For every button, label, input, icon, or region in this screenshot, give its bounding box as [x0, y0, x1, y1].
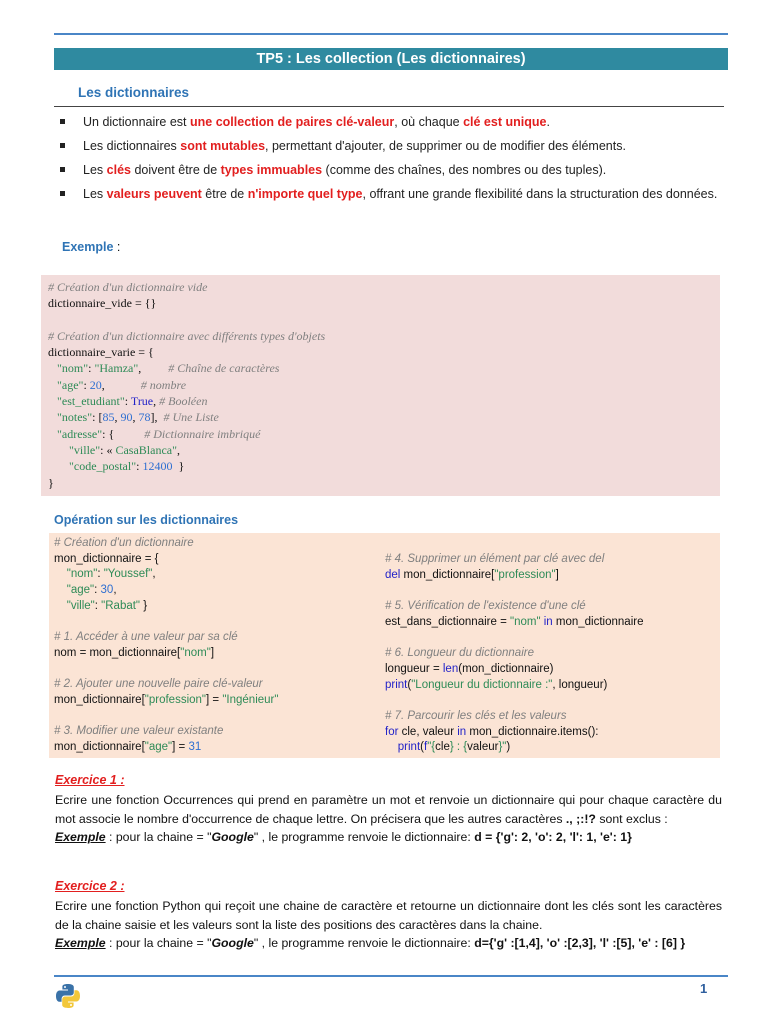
bullet-highlight: sont mutables [180, 139, 266, 153]
code-token: 90 [120, 410, 133, 425]
bullet-item [58, 110, 718, 134]
code-token: # Création d'un dictionnaire vide [48, 280, 208, 294]
code-token: ] = [206, 694, 223, 707]
code-token [54, 600, 67, 612]
code-token: "nom" [180, 646, 211, 659]
bullet-text: , permettant d'ajouter, de supprimer ou de modifier des éléments. [265, 139, 626, 153]
code-token [48, 378, 57, 392]
code-line [385, 646, 643, 662]
exercice2-body [55, 897, 722, 953]
exercice1-body [55, 791, 722, 847]
bottom-rule [54, 975, 728, 977]
code-token: dictionnaire_varie = { [48, 345, 154, 360]
code-token: mon_dictionnaire = { [54, 552, 159, 565]
code-token: : [136, 459, 143, 474]
code-token: # Chaîne de caractères [168, 361, 280, 376]
bullet-list [58, 110, 718, 206]
code-token: mon_dictionnaire [552, 615, 644, 628]
exercice1-text-end: sont exclus : [595, 811, 668, 826]
code-token: # Une Liste [163, 410, 219, 425]
code-line [48, 279, 325, 295]
bullet-text: être de [201, 187, 248, 201]
code-line [385, 552, 643, 568]
bullet-text: (comme des chaînes, des nombres ou des tuples). [322, 163, 607, 177]
section-heading-dictionnaires: Les dictionnaires [78, 85, 190, 100]
code-line [48, 377, 325, 393]
bullet-item [58, 182, 718, 206]
code-line [385, 662, 643, 678]
code-line [48, 393, 325, 409]
code-token: # 7. Parcourir les clés et les valeurs [385, 710, 567, 723]
exemple-word: Exemple [55, 830, 106, 844]
code-token: in [457, 725, 467, 738]
code-token: , [138, 361, 169, 376]
code-line [54, 630, 278, 646]
code-token: "Youssef" [103, 568, 153, 581]
code-token: : [94, 584, 101, 597]
example-result: d={'g' :[1,4], 'o' :[2,3], 'l' :[5], 'e' : [6] } [474, 936, 686, 950]
code-token: : [97, 568, 104, 581]
code-token: # 5. Vérification de l'existence d'une clé [385, 600, 586, 613]
code-token: : [ [92, 410, 103, 425]
code-token: , [101, 377, 141, 392]
top-rule [54, 33, 728, 35]
code-token: ] [210, 646, 215, 659]
bullet-text: Les [83, 187, 107, 201]
code-token: # 2. Ajouter une nouvelle paire clé-valeur [54, 678, 263, 691]
code-token: : « [100, 442, 116, 457]
code-token: "nom" [510, 615, 541, 628]
code-line [54, 677, 278, 693]
code-line [54, 615, 278, 631]
code-line [385, 678, 643, 694]
code-line [385, 631, 643, 647]
excluded-chars: ., ;:!? [565, 811, 596, 826]
code-line [385, 725, 643, 741]
code-token: "notes" [57, 410, 93, 425]
code-token: , longueur) [552, 678, 608, 691]
code-token: , [177, 442, 181, 457]
exemple-word: Exemple [55, 936, 106, 950]
code-token [48, 427, 57, 441]
bullet-text: . [546, 115, 550, 129]
code-token: , [153, 394, 160, 409]
exercice2-text: Ecrire une fonction Python qui reçoit une chaine de caractère et retourne un dictionnaire dont les clés sont les caractères de la chaine saisie et les valeurs sont la liste des positions des caractères dans la chaine. [55, 899, 722, 932]
code-token: "{ [427, 741, 436, 754]
code-column-left [54, 536, 278, 756]
code-line [54, 583, 278, 599]
code-block-operations [49, 533, 720, 758]
code-token: "age" [57, 377, 84, 392]
code-line [48, 295, 325, 311]
code-token: "ville" [66, 599, 95, 612]
code-token: longueur = [385, 662, 443, 675]
code-token [48, 459, 69, 473]
code-token: "ville" [69, 442, 101, 457]
code-token: cle, valeur [398, 725, 458, 738]
code-line [48, 426, 325, 442]
bullet-highlight: n'importe quel type [247, 187, 363, 201]
bullet-item [58, 158, 718, 182]
bullet-highlight: clés [106, 163, 131, 177]
example-text: : pour la chaine = " [105, 830, 212, 844]
code-token: # 1. Accéder à une valeur par sa clé [54, 631, 238, 644]
code-line [54, 567, 278, 583]
code-token: , [132, 410, 139, 425]
code-token [48, 410, 57, 424]
code-token: valeur [467, 741, 499, 754]
code-token: # nombre [140, 377, 187, 392]
code-token: ( [420, 741, 424, 754]
code-token: "nom" [57, 361, 89, 376]
code-token: "code_postal" [69, 459, 137, 474]
code-token: in [543, 615, 553, 628]
code-line [54, 693, 278, 709]
example-text: " , le programme renvoie le dictionnaire: [253, 830, 475, 844]
code-token: , [114, 410, 121, 425]
code-token: ] = [172, 741, 189, 754]
bullet-text: doivent être de [130, 163, 221, 177]
code-token: 12400 [142, 459, 173, 474]
code-token: ) [506, 741, 511, 754]
code-token: # 3. Modifier une valeur existante [54, 725, 224, 738]
exercice1-text: Ecrire une fonction Occurrences qui prend en paramètre un mot et renvoie un dictionnaire qui pour chaque caractère du mot associe le nombre d'occurrence de chaque lettre. On précisera que les autres caractères [55, 793, 722, 826]
code-token [385, 741, 398, 753]
code-token: # Booléen [159, 394, 208, 409]
code-token: "est_etudiant" [57, 394, 125, 409]
code-token: # 6. Longueur du dictionnaire [385, 647, 534, 660]
bullet-text: Un dictionnaire est [83, 115, 191, 129]
code-token: ], [150, 410, 164, 425]
code-token: : [88, 361, 95, 376]
code-token: ] [555, 568, 559, 581]
code-token: 78 [138, 410, 151, 425]
code-token: , [152, 568, 156, 581]
code-line [54, 662, 278, 678]
code-line [54, 646, 278, 662]
code-line [48, 442, 325, 458]
code-token: nom = mon_dictionnaire[ [54, 646, 181, 659]
code-token: dictionnaire_vide = {} [48, 296, 157, 311]
example-value: Google [211, 936, 254, 950]
code-token: "adresse" [57, 426, 103, 441]
code-token: 30 [100, 584, 114, 597]
code-token: "Ingénieur" [222, 694, 279, 707]
code-line [385, 709, 643, 725]
exercice1-title: Exercice 1 : [55, 773, 125, 787]
code-token: , [113, 584, 117, 597]
bullet-highlight: types immuables [220, 163, 323, 177]
code-token: "profession" [144, 694, 207, 707]
code-line [385, 568, 643, 584]
code-token: mon_dictionnaire[ [54, 741, 145, 754]
code-token: mon_dictionnaire[ [400, 568, 495, 581]
code-token: : [124, 394, 131, 409]
code-line [385, 599, 643, 615]
code-token [48, 443, 69, 457]
page-number: 1 [700, 981, 708, 996]
code-token: 20 [89, 377, 102, 392]
code-token: cle [435, 741, 450, 754]
code-line [385, 693, 643, 709]
code-token: "Hamza" [94, 361, 139, 376]
code-token: : [83, 377, 90, 392]
code-token: CasaBlanca [115, 442, 173, 457]
code-token: 31 [188, 741, 202, 754]
code-token: ( [407, 678, 412, 691]
code-line [48, 328, 325, 344]
code-line [54, 552, 278, 568]
code-token: True [130, 394, 154, 409]
code-token: "Longueur du dictionnaire :" [411, 678, 553, 691]
code-token: }" [498, 741, 507, 754]
exercice2-title: Exercice 2 : [55, 879, 125, 893]
bullet-text: , où chaque [394, 115, 464, 129]
code-token: "age" [144, 741, 173, 754]
code-lines [48, 279, 325, 491]
code-column-right [385, 552, 643, 756]
code-token: } : { [449, 741, 468, 754]
bullet-text: , offrant une grande flexibilité dans la structuration des données. [362, 187, 718, 201]
section-heading-operations: Opération sur les dictionnaires [54, 513, 239, 527]
bullet-text: Les dictionnaires [83, 139, 181, 153]
code-token: mon_dictionnaire.items(): [466, 725, 599, 738]
exemple-word: Exemple [62, 240, 114, 254]
python-logo-icon [54, 982, 82, 1010]
code-token: # Création d'un dictionnaire avec différents types d'objets [48, 328, 326, 343]
code-line [48, 312, 325, 328]
code-token: for [385, 725, 399, 738]
code-token: } [172, 459, 185, 474]
code-line [385, 740, 643, 756]
code-token: # Dictionnaire imbriqué [144, 426, 261, 441]
code-line [48, 360, 325, 376]
code-line [54, 724, 278, 740]
code-token: print [385, 678, 408, 691]
code-token: "profession" [494, 568, 556, 581]
code-token [54, 584, 67, 596]
code-token [54, 568, 67, 580]
example-text: " , le programme renvoie le dictionnaire: [253, 936, 475, 950]
code-line [54, 599, 278, 615]
code-token: } [48, 475, 54, 490]
code-token [48, 361, 57, 375]
bullet-highlight: clé est unique [463, 115, 547, 129]
code-token: est_dans_dictionnaire = [385, 615, 510, 628]
code-line [48, 458, 325, 474]
section-divider [54, 106, 724, 107]
code-token: } [140, 599, 148, 612]
code-token: # Création d'un dictionnaire [54, 537, 194, 549]
code-line [54, 740, 278, 756]
example-text: : pour la chaine = " [105, 936, 212, 950]
code-line [48, 475, 325, 491]
page-title: TP5 : Les collection (Les dictionnaires) [54, 48, 728, 70]
code-token: 85 [102, 410, 115, 425]
code-line [385, 583, 643, 599]
code-line [385, 615, 643, 631]
code-token: len [442, 662, 459, 675]
code-token: " [172, 442, 178, 457]
code-block-dictionnaires [41, 275, 720, 496]
code-token: : { [102, 426, 145, 441]
example-value: Google [211, 830, 254, 844]
exemple-label: Exemple : [62, 240, 121, 254]
code-line [54, 709, 278, 725]
example-result: d = {'g': 2, 'o': 2, 'l': 1, 'e': 1} [474, 830, 632, 844]
code-line [48, 409, 325, 425]
code-token [48, 394, 57, 408]
code-token: (mon_dictionnaire) [458, 662, 554, 675]
code-line [54, 536, 278, 552]
code-token: "nom" [66, 568, 98, 581]
code-token: f [424, 741, 428, 754]
code-token: : [94, 599, 102, 612]
code-token: "Rabat" [101, 599, 141, 612]
bullet-highlight: une collection de paires clé-valeur [190, 115, 395, 129]
code-token: mon_dictionnaire[ [54, 694, 145, 707]
code-token: # 4. Supprimer un élément par clé avec del [385, 553, 605, 565]
code-token: "age" [66, 584, 95, 597]
code-token: del [385, 568, 401, 581]
code-line [48, 344, 325, 360]
bullet-text: Les [83, 163, 107, 177]
bullet-item [58, 134, 718, 158]
code-token: print [397, 741, 421, 754]
bullet-highlight: valeurs peuvent [106, 187, 202, 201]
